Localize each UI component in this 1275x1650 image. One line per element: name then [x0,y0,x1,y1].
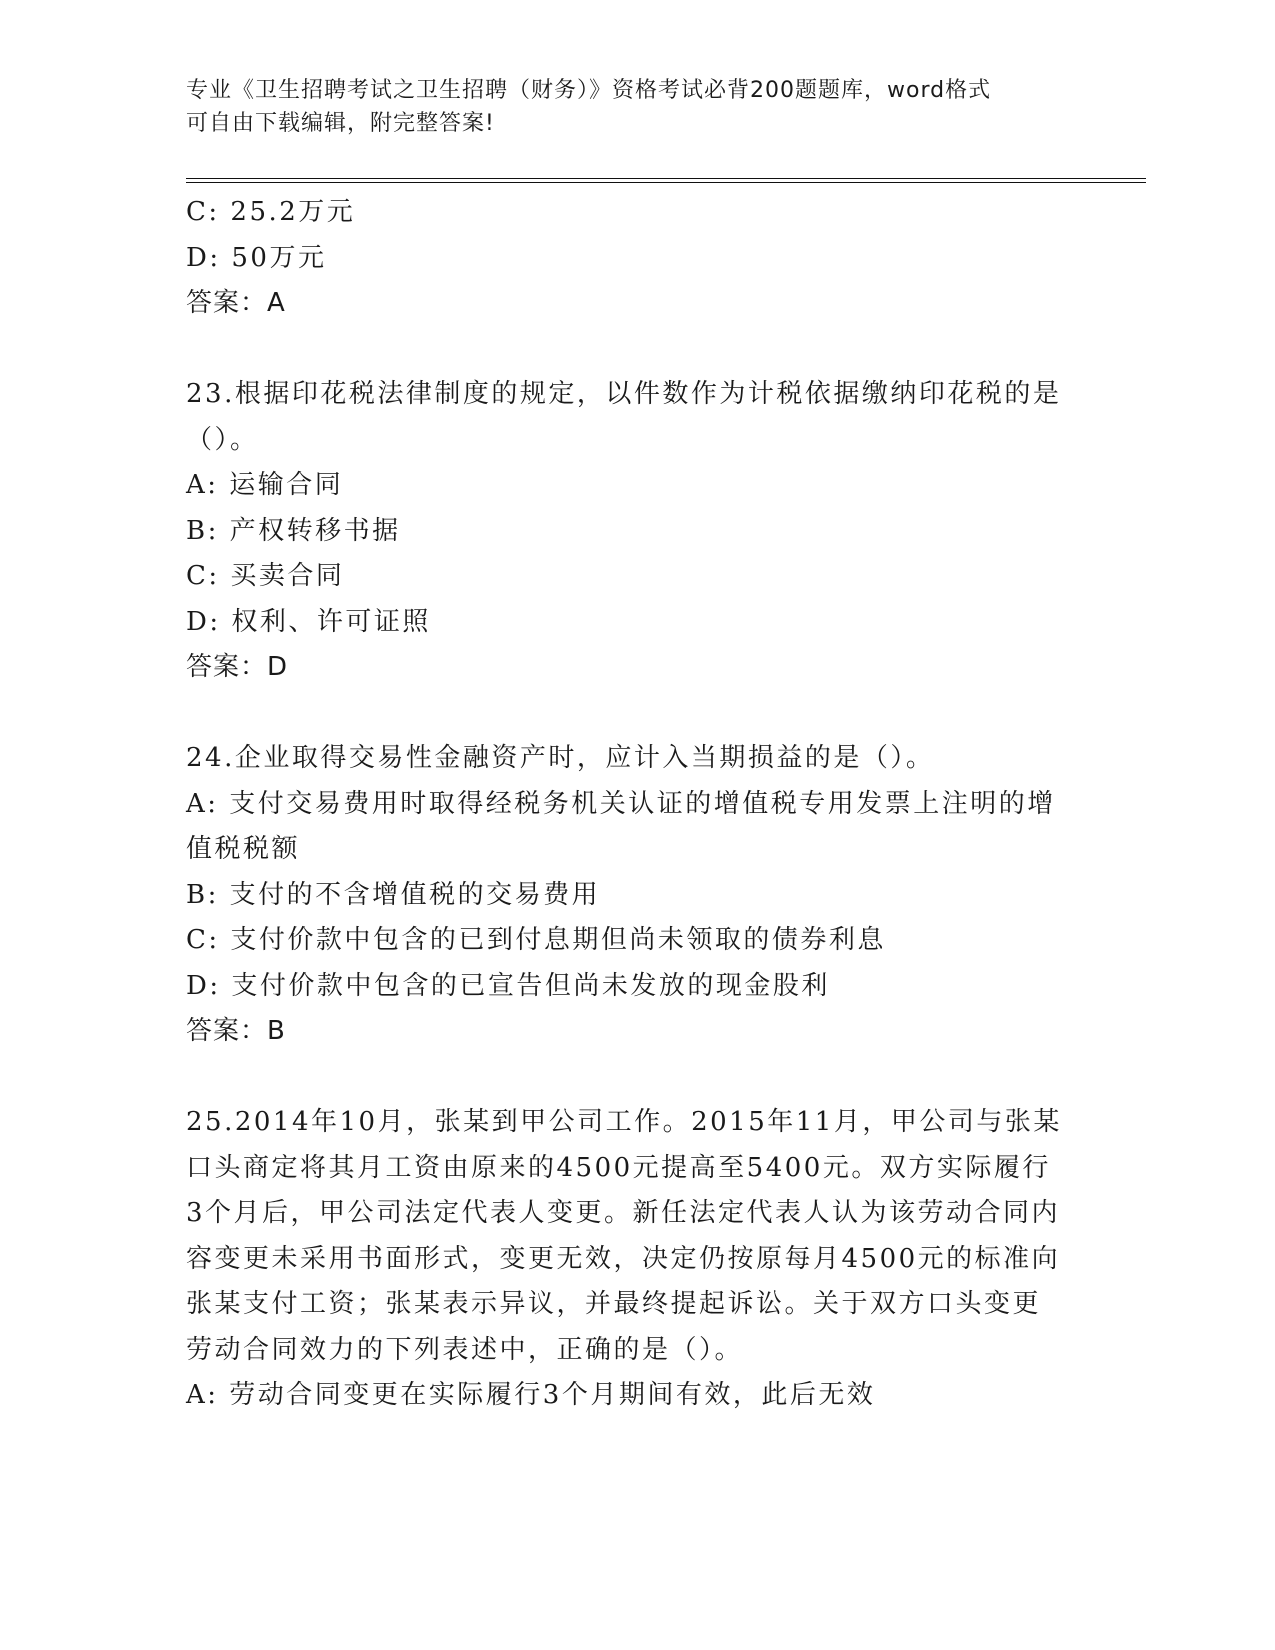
question-22-tail [186,190,1076,327]
option-b: B: 支付的不含增值税的交易费用 [186,879,601,910]
question-25 [186,1100,1076,1419]
header-line-1: 专业《卫生招聘考试之卫生招聘（财务）》资格考试必背200题题库，word格式 [186,78,992,103]
header-divider-top [186,178,1146,179]
question-stem-continued: （）。 [186,424,259,455]
option-d: D: 支付价款中包含的已宣告但尚未发放的现金股利 [186,970,830,1001]
spacer [186,691,1076,737]
option-a: A: 运输合同 [186,470,344,500]
document-body [186,190,1076,1419]
answer: 答案：B [186,1016,286,1046]
answer: 答案：D [186,652,289,682]
option-d: D: 50万元 [186,242,327,273]
question-stem-continued: 口头商定将其月工资由原来的4500元提高至5400元。双方实际履行 [186,1152,1051,1183]
option-c: C: 买卖合同 [186,561,345,591]
question-24 [186,736,1076,1055]
answer: 答案：A [186,288,286,318]
question-stem-continued: 容变更未采用书面形式，变更无效，决定仍按原每月4500元的标准向 [186,1243,1061,1274]
spacer [186,327,1076,373]
question-stem: 23.根据印花税法律制度的规定，以件数作为计税依据缴纳印花税的是 [186,379,1062,409]
spacer [186,1055,1076,1101]
question-stem: 24.企业取得交易性金融资产时，应计入当期损益的是（）。 [186,743,935,773]
option-a: A: 劳动合同变更在实际履行3个月期间有效，此后无效 [186,1380,876,1410]
option-d: D: 权利、许可证照 [186,606,431,637]
option-a-continued: 值税税额 [186,834,301,864]
question-23 [186,372,1076,691]
header-line-2: 可自由下载编辑，附完整答案! [186,111,495,136]
header-divider-bottom [186,182,1146,183]
question-stem: 25.2014年10月，张某到甲公司工作。2015年11月，甲公司与张某 [186,1107,1062,1137]
option-a: A: 支付交易费用时取得经税务机关认证的增值税专用发票上注明的增 [186,788,1056,819]
question-stem-continued: 3个月后，甲公司法定代表人变更。新任法定代表人认为该劳动合同内 [186,1198,1061,1228]
question-stem-continued: 劳动合同效力的下列表述中，正确的是（）。 [186,1334,744,1365]
option-c: C: 25.2万元 [186,197,356,227]
option-b: B: 产权转移书据 [186,515,401,546]
document-header [186,74,1066,140]
option-c: C: 支付价款中包含的已到付息期但尚未领取的债券利息 [186,925,886,955]
question-stem-continued: 张某支付工资；张某表示异议，并最终提起诉讼。关于双方口头变更 [186,1289,1042,1319]
